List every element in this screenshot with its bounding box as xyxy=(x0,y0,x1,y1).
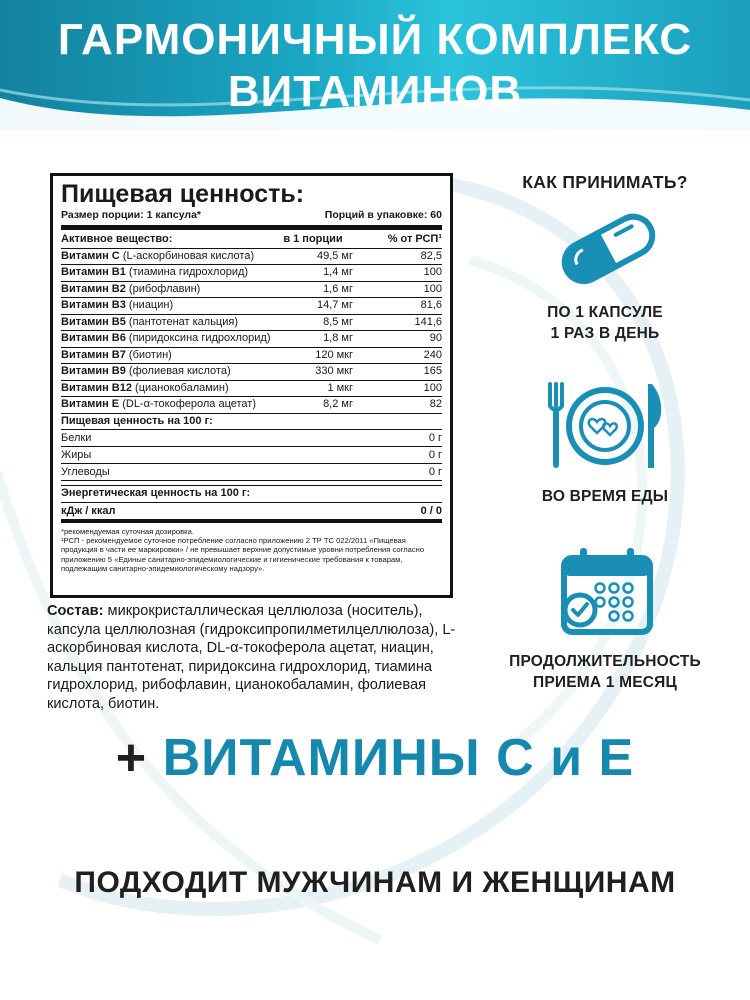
vitamin-source: (рибофлавин) xyxy=(125,282,201,295)
vitamin-amount: 330 мкг xyxy=(315,365,353,377)
vitamin-source: (цианокобаламин) xyxy=(132,381,229,394)
energy-unit: кДж / ккал xyxy=(61,504,116,517)
vitamin-source: (фолиевая кислота) xyxy=(125,365,231,377)
col-per-serving-header: в 1 порции xyxy=(283,233,343,245)
vitamin-row xyxy=(61,381,442,398)
vitamin-amount: 14,7 мг xyxy=(316,299,353,311)
vitamin-name: Витамин В7 xyxy=(61,348,126,361)
vitamin-percent: 81,6 xyxy=(420,299,442,311)
vitamin-amount: 1,8 мг xyxy=(323,332,353,344)
footnote-1: *рекомендуемая суточная дозировка. xyxy=(61,526,194,536)
page-title xyxy=(0,14,750,118)
nutrition-title: Пищевая ценность: xyxy=(61,180,305,208)
energy-title: Энергетическая ценность на 100 г: xyxy=(61,486,442,503)
capsule-icon xyxy=(555,208,661,293)
calendar-check-icon xyxy=(558,546,656,643)
vitamin-name: Витамин В1 xyxy=(61,266,126,278)
vitamin-row xyxy=(61,397,442,414)
vitamin-percent: 82 xyxy=(429,398,442,410)
energy-row xyxy=(61,503,442,519)
macro-name: Белки xyxy=(61,432,92,444)
serving-info xyxy=(61,208,442,222)
footnote-2: ¹РСП - рекомендуемое суточное потребление согласно приложению 2 ТР ТС 022/2011 «Пищевая продукция в части ее маркировки» / не превышает верхние допустимые уровни потребления согласно приложению 5 «Единые санитарно-эпидемиологические и гигиенические требования к товарам, подлежащим санитарно-эпидемиологическому надзору». xyxy=(61,535,425,574)
vitamin-percent: 100 xyxy=(423,381,442,394)
vitamin-row xyxy=(61,348,442,365)
vitamin-percent: 165 xyxy=(423,365,442,377)
macro-value: 0 г xyxy=(428,466,442,478)
serving-size: Размер порции: 1 капсула* xyxy=(61,209,202,221)
vitamin-name: Витамин В3 xyxy=(61,299,126,311)
macro-row xyxy=(61,447,442,464)
vitamin-row xyxy=(61,364,442,381)
vitamin-amount: 1,6 мг xyxy=(323,282,353,295)
composition-text xyxy=(47,602,467,714)
title-line-2: ВИТАМИНОВ xyxy=(227,67,523,116)
header-banner xyxy=(0,0,750,130)
composition-label: Состав: xyxy=(47,603,104,619)
vitamin-source: (пиридоксина гидрохлорид) xyxy=(125,332,271,344)
col-active-header: Активное вещество: xyxy=(61,233,173,245)
duration-line-2: ПРИЕМА 1 МЕСЯЦ xyxy=(532,674,677,691)
macro-name: Жиры xyxy=(61,449,92,461)
dose-line-2: 1 РАЗ В ДЕНЬ xyxy=(550,325,660,342)
footnotes xyxy=(61,527,442,574)
title-line-1: ГАРМОНИЧНЫЙ КОМПЛЕКС xyxy=(57,15,693,64)
meal-text: ВО ВРЕМЯ ЕДЫ xyxy=(541,488,669,505)
suits-men-women-text: ПОДХОДИТ МУЖЧИНАМ И ЖЕНЩИНАМ xyxy=(74,866,676,899)
duration-text xyxy=(480,651,730,693)
vitamin-source: (биотин) xyxy=(125,348,172,361)
vitamin-row xyxy=(61,249,442,266)
plate-cutlery-icon xyxy=(540,380,670,477)
vitamins-c-e-promo xyxy=(0,728,750,788)
vitamin-percent: 240 xyxy=(423,348,442,361)
vitamin-source: (тиамина гидрохлорид) xyxy=(125,266,249,278)
macro-row xyxy=(61,464,442,481)
vitamin-name: Витамин В6 xyxy=(61,332,126,344)
divider-thick xyxy=(61,225,442,230)
col-rsp-header: % от РСП¹ xyxy=(387,233,442,245)
vitamin-name: Витамин Е xyxy=(61,398,120,410)
vitamin-percent: 90 xyxy=(429,332,442,344)
vitamin-percent: 100 xyxy=(423,266,442,278)
vitamin-name: Витамин В2 xyxy=(61,282,126,295)
vitamin-name: Витамин В9 xyxy=(61,365,126,377)
vitamin-amount: 49,5 мг xyxy=(316,249,353,262)
dose-text xyxy=(480,302,730,344)
vitamin-source: (DL-α-токоферола ацетат) xyxy=(119,398,257,410)
vitamin-name: Витамин С xyxy=(61,249,120,262)
how-to-take-title: КАК ПРИНИМАТЬ? xyxy=(522,172,688,192)
vitamin-amount: 8,5 мг xyxy=(323,315,353,328)
vitamin-row xyxy=(61,265,442,282)
vitamin-row xyxy=(61,298,442,315)
macro-value: 0 г xyxy=(428,449,442,461)
macro-value: 0 г xyxy=(428,432,442,444)
composition-body: микрокристаллическая целлюлоза (носитель), капсула целлюлозная (гидроксипропилметилцеллюлоза), L-аскорбиновая кислота, DL-α-токоферола ацетат, ниацин, кальция пантотенат, пиридоксина гидрохлорид, тиамина гидрохлорид, рибофлавин, цианокобаламин, фолиевая кислота, биотин. xyxy=(47,603,456,712)
vitamin-amount: 120 мкг xyxy=(315,348,353,361)
vitamin-name: Витамин В12 xyxy=(61,381,132,394)
vitamin-percent: 100 xyxy=(423,282,442,295)
vitamin-amount: 1,4 мг xyxy=(323,266,353,278)
vitamin-row xyxy=(61,331,442,348)
dose-line-1: ПО 1 КАПСУЛЕ xyxy=(547,304,663,321)
macro-rows xyxy=(61,430,442,481)
vitamin-name: Витамин В5 xyxy=(61,315,126,328)
vitamin-row xyxy=(61,282,442,299)
vitamin-amount: 1 мкг xyxy=(327,381,353,394)
vitamin-rows xyxy=(61,249,442,414)
vitamin-row xyxy=(61,315,442,332)
nutrition-facts-table xyxy=(50,173,453,598)
duration-line-1: ПРОДОЛЖИТЕЛЬНОСТЬ xyxy=(509,653,701,670)
per100-title: Пищевая ценность на 100 г: xyxy=(61,414,442,431)
vitamin-percent: 82,5 xyxy=(420,249,442,262)
plus-sign: + xyxy=(115,729,148,787)
vitamin-source: (L-аскорбиновая кислота) xyxy=(119,249,255,262)
vitamin-percent: 141,6 xyxy=(414,315,442,328)
servings-per-pack: Порций в упаковке: 60 xyxy=(324,209,442,221)
macro-name: Углеводы xyxy=(61,466,110,478)
vitamin-source: (пантотенат кальция) xyxy=(125,315,238,328)
energy-value: 0 / 0 xyxy=(420,504,442,517)
vitamin-source: (ниацин) xyxy=(125,299,174,311)
promo-text: ВИТАМИНЫ С и Е xyxy=(162,729,635,787)
divider-thick-bottom xyxy=(61,519,442,523)
vitamin-amount: 8,2 мг xyxy=(323,398,353,410)
macro-row xyxy=(61,430,442,447)
table-header-row xyxy=(61,232,442,249)
